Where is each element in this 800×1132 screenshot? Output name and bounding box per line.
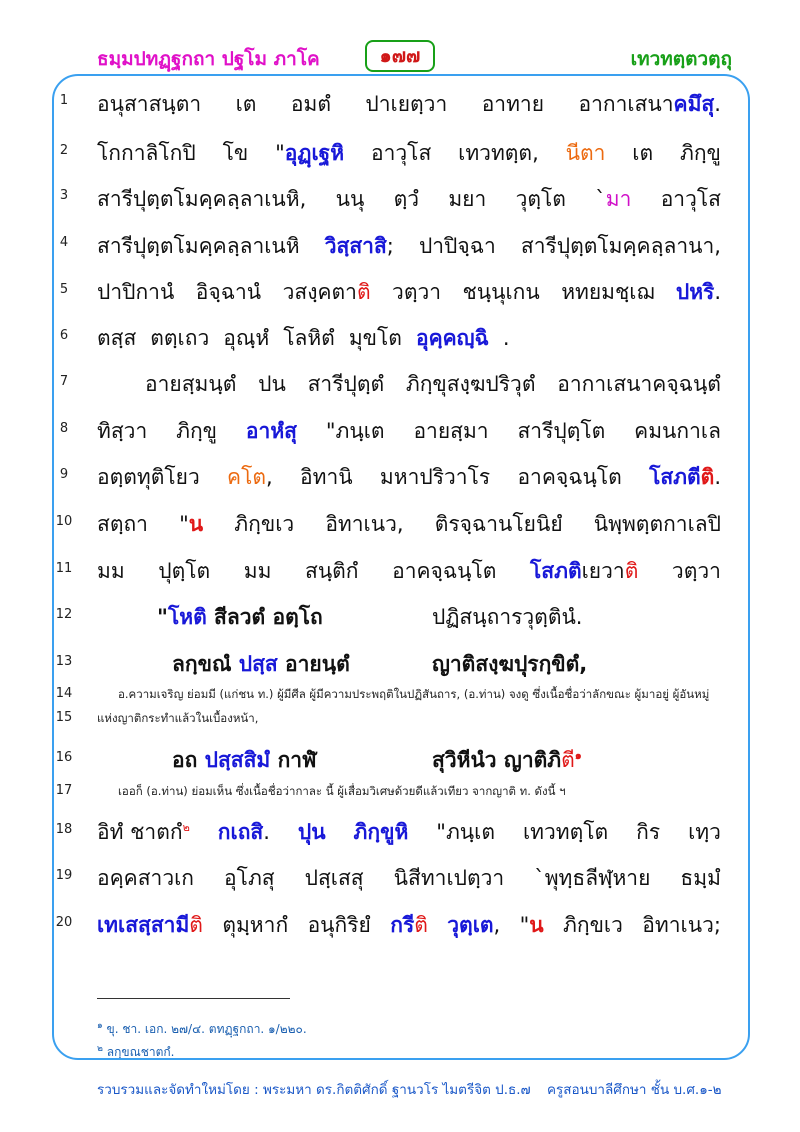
word: อาคจฺฉนฺโต [517,465,622,489]
word: วุตฺโต [515,187,566,211]
line-number: 4 [59,235,69,250]
translation-line-15: แห่งญาติกระทำแล้วในเบื้องหน้า, [97,711,259,725]
word: ชนฺนุเกน [462,280,540,304]
word: คมนกาเล [634,419,721,443]
key-term: โหติ [167,605,207,629]
word: สตฺถา [97,512,148,536]
verse-line-16a [172,744,316,777]
word: ลกฺขณํ [172,652,232,676]
quote-mark: ` [595,187,606,211]
key-term: ตี [687,465,701,489]
word-group [520,909,544,942]
word: อตฺตทุติโยว [97,465,200,489]
footnote-text: ขุ. ชา. เอก. ๒๗/๔. ตทฏฺฐกถา. ๑/๒๒๐. [106,1022,307,1036]
word: สารีปุตฺตโมคฺคลฺลานา, [520,234,721,258]
text-line-20 [97,909,721,942]
line-number: 1 [59,93,69,108]
word: เทวทตฺโต [522,820,609,844]
text-line-19 [97,862,721,895]
key-term: ภิกฺขูหิ [353,820,409,844]
word: อากาเสนา [578,92,674,116]
word: ตฺวํ [393,187,420,211]
key-term: โสภติ [530,559,582,583]
text-line-4 [97,230,721,263]
word: ปาเยตฺวา [365,92,448,116]
quote-mark: " [519,913,530,937]
word-group [390,909,428,942]
line-number: 11 [55,561,73,576]
key-term-orange: คโต [227,465,267,489]
word-group [447,909,500,942]
word: อนุกิริยํ [307,913,371,937]
page-number-badge: ๑๗๗ [365,40,435,72]
line-number: 15 [55,710,73,725]
key-term: เทเสสฺสามี [97,913,190,937]
iti-particle: ตี [561,748,575,772]
word: อิทาเนว; [642,913,721,937]
line-number: 16 [55,750,73,765]
key-term-magenta: มา [605,187,632,211]
text-line-7 [145,368,721,401]
verse-line-12a [157,601,323,634]
word: อากาเสนาคจฺฉนฺตํ [557,372,721,396]
word: "ภนฺเต [436,820,495,844]
text-line-10 [97,508,721,541]
line-number: 8 [59,421,69,436]
word: อุณฺหํ [223,326,270,350]
word: ปสฺเสสุ [304,866,364,890]
word-group [227,461,273,494]
word-group [218,816,270,849]
key-term: อุคฺคญฺฉิ [415,326,489,350]
iti-particle: ติ [700,465,715,489]
punct: . [714,92,721,116]
word: มยา [448,187,487,211]
punct: , [266,465,273,489]
key-term: คมึสุ [673,92,715,116]
key-term: ปสฺส [238,652,278,676]
line-number: 13 [55,654,73,669]
word: มหาปริวาโร [379,465,491,489]
word: ทิสฺวา [97,419,148,443]
word: สารีปุตฺตโมคฺคลฺลาเนหิ [97,234,300,258]
word: สารีปุตฺโต [517,419,606,443]
iti-particle: ติ [624,559,639,583]
word-group [325,230,394,263]
word-group [97,909,203,942]
word: อาทาย [481,92,545,116]
line-number: 7 [59,374,69,389]
punct: ; [386,234,394,258]
key-term: ปสฺสสิมํ [204,748,271,772]
word: อาวุโส [660,187,721,211]
footer-course: ครูสอนบาลีศึกษา ชั้น บ.ศ.๑-๒ [547,1082,722,1098]
punct: . [714,280,721,304]
word: เต [632,141,654,165]
word: ปาปิกานํ [97,280,175,304]
footnote-ref: ๑ [574,749,582,762]
iti-particle: ติ [414,913,428,937]
verse-line-13b: ญาติสงฺฆปุรกฺขิตํ, [432,652,588,676]
word: ธมฺมํ [680,866,721,890]
word: อนุสาสนฺตา [97,92,202,116]
quote-mark: " [275,141,285,165]
word: `พุทฺธลีฬฺหาย [534,866,651,890]
line-number: 20 [55,915,73,930]
line-number: 3 [59,188,69,203]
word: อตฺโถ [272,605,323,629]
word: สุวิหีนํว [432,748,497,772]
word-group [179,508,203,541]
footnote-text: ลกฺขณชาตกํ. [106,1045,175,1059]
word: ภิกฺขเว [234,512,295,536]
punct: , [493,913,501,937]
word-group [649,461,721,494]
word: ภิกฺขุสงฺฆปริวุตํ [405,372,536,396]
line-number: 19 [55,868,73,883]
word: ชาตกํ [130,820,183,844]
line-number: 9 [59,467,69,482]
word: กาฬํ [277,748,317,772]
word: สนฺติกํ [305,559,359,583]
iti-particle: ติ [356,280,371,304]
word: สีลวตํ [214,605,266,629]
word: สารีปุตฺตํ [307,372,385,396]
word: มม [243,559,272,583]
word: นนุ [335,187,365,211]
word: วตฺวา [671,559,721,583]
word-group [578,88,720,121]
word: อิจฺฉานํ [195,280,262,304]
word: หทยมชฺเฌ [561,280,655,304]
negation-term: น [188,512,204,536]
line-number: 14 [55,686,73,701]
quote-mark: " [157,605,168,629]
verse-line-13a [172,648,350,681]
story-title: เทวทตฺตวตฺถุ [630,48,732,70]
word: อายสฺมนฺตํ [145,372,237,396]
key-term: กรี [390,913,415,937]
word: โกกาลิโกปิ [97,141,196,165]
line-number: 12 [55,607,73,622]
text-line-6 [97,322,721,355]
quote-mark: " [179,512,189,536]
word: อิทานิ [300,465,353,489]
word: นิพฺพตฺตกาเลปิ [593,512,721,536]
text-line-18 [97,816,721,849]
line-number: 2 [59,143,69,158]
word: อคฺคสาวเก [97,866,195,890]
word: ปน [258,372,286,396]
word: นิสีทาเปตฺวา [393,866,505,890]
key-term: ปหริ [675,280,715,304]
text-line-9 [97,461,721,494]
punct: . [502,326,510,350]
translation-line-17: เออก็ (อ.ท่าน) ย่อมเห็น ซึ่งเนื้อชื่อว่ากาละ นี้ ผู้เสื่อมวิเศษด้วยดีแล้วเทียว จากญาติ ท. ดังนี้ ฯ [118,784,566,798]
word: อุโภสุ [224,866,275,890]
footnote-2 [97,1041,174,1062]
word: มม [97,559,125,583]
verse-line-16b [432,744,582,777]
word: เทฺว [688,820,721,844]
word: ตตฺเถว [150,326,210,350]
iti-particle: ติ [189,913,203,937]
word: อิทาเนว, [325,512,404,536]
word-group [676,276,721,309]
verse-line-12b: ปฏิสนฺถารวุตฺตินํ. [432,605,583,629]
key-term: วิสฺสาสิ [324,234,387,258]
word-group [530,555,638,588]
word-group [275,137,344,170]
word: "ภนฺเต [325,419,385,443]
word: อิทํ [97,820,124,844]
key-term: โสภ [649,465,688,489]
text-line-8 [97,415,721,448]
text-line-2 [97,137,721,170]
footnote-mark: ๑ [97,1021,103,1031]
book-title: ธมฺมปทฏฺฐกถา ปฐโม ภาโค [97,48,320,70]
word: วตฺวา [392,280,442,304]
word: สารีปุตฺตโมคฺคลฺลาเนหิ, [97,187,307,211]
punct: . [714,465,721,489]
key-term: อาหํสุ [245,419,297,443]
key-term: วุตฺเต [447,913,494,937]
word: โลหิตํ [283,326,335,350]
word: ภิกฺขู [680,141,721,165]
word-group [283,276,371,309]
word: อายนฺตํ [285,652,350,676]
word: ตุมฺหากํ [222,913,289,937]
word: ปาปิจฺฉา [418,234,496,258]
line-number: 6 [59,328,69,343]
word-group [97,816,190,849]
footnote-ref: ๒ [182,821,190,834]
punct: . [263,820,270,844]
word: เยวา [581,559,625,583]
word: เต [235,92,257,116]
word: วสงฺคตา [282,280,357,304]
line-number: 5 [59,282,69,297]
word: ตสฺส [97,326,137,350]
key-term-orange: นีตา [565,141,606,165]
key-term: กเถสิ [217,820,264,844]
translation-line-14: อ.ความเจริญ ย่อมมี (แก่ชน ท.) ผู้มีศีล ผู้มีความประพฤติในปฏิสันถาร, (อ.ท่าน) จงดู ซึ่งเนื้อชื่อว่าลักขณะ ผู้มาอยู่ ผู้อันหมู่ [118,687,710,701]
word: มุขโต [348,326,402,350]
word: อายสฺมา [413,419,489,443]
line-number: 17 [55,783,73,798]
word: ภิกฺขู [176,419,218,443]
word: ติรจฺฉานโยนิยํ [434,512,563,536]
text-line-5 [97,276,721,309]
footnote-divider [97,998,290,999]
key-term: ปุน [297,820,326,844]
text-line-3 [97,183,721,216]
word: ปุตฺโต [158,559,211,583]
text-line-11 [97,555,721,588]
footnote-mark: ๒ [97,1044,103,1054]
word-group [416,322,524,355]
word: ภิกฺขเว [563,913,623,937]
word: กิร [636,820,661,844]
word: เทวทตฺต, [458,141,539,165]
word-group [595,183,631,216]
word: อาคจฺฉนฺโต [392,559,497,583]
key-term: อุฏฺเฐหิ [284,141,345,165]
word: อาวุโส [370,141,432,165]
negation-term: น [529,913,544,937]
line-number: 18 [55,822,73,837]
word: อมตํ [290,92,331,116]
footnote-1 [97,1018,307,1039]
word: โข [222,141,249,165]
line-number: 10 [55,514,73,529]
text-line-1 [97,88,721,121]
word: อถ [172,748,198,772]
footer-author: รวบรวมและจัดทำใหม่โดย : พระมหา ดร.กิตติศักดิ์ ฐานวโร ไมตรีจิต ป.ธ.๗ [97,1082,531,1098]
word: ญาติภิ [503,748,562,772]
